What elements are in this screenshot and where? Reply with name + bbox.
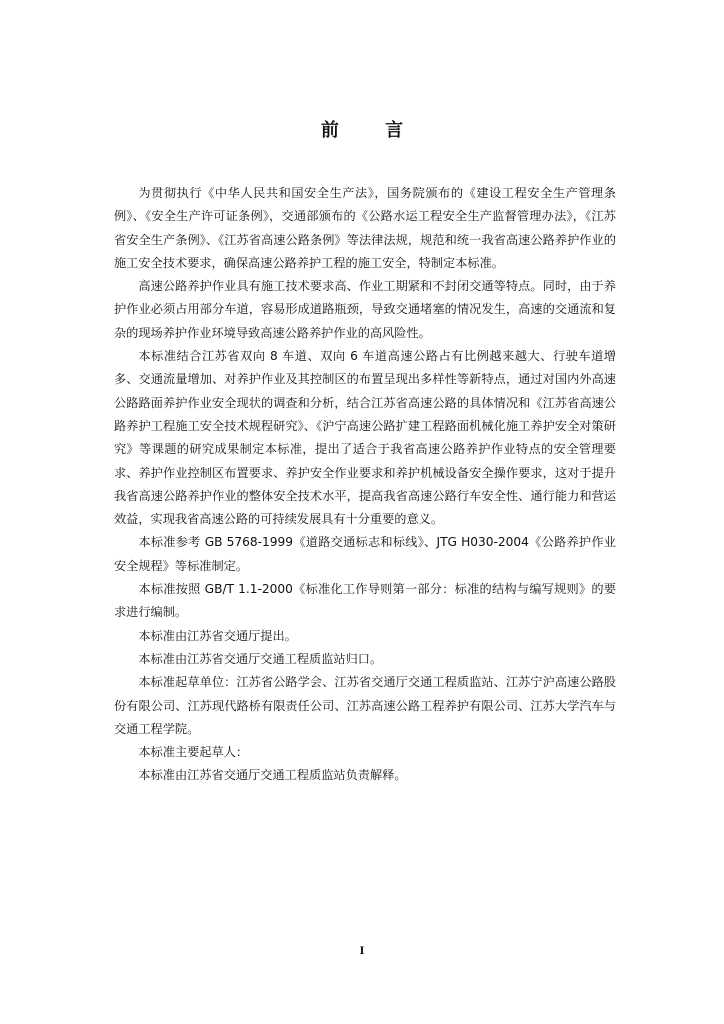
page-title: 前 言 — [320, 120, 424, 141]
paragraph-proposer: 本标准由江苏省交通厅提出。 — [138, 628, 297, 643]
page-number: I — [359, 946, 365, 957]
paragraph-main-drafters: 本标准主要起草人： — [138, 745, 249, 760]
paragraph-references: 本标准参考 GB 5768-1999《道路交通标志和标线》、JTG H030-2004《公路养护作业安全规程》等标准制定。 — [114, 535, 616, 573]
paragraph-drafting-units: 本标准起草单位：江苏省公路学会、江苏省交通厅交通工程质监站、江苏宁沪高速公路股份有限公司、江苏现代路桥有限责任公司、江苏高速公路工程养护有限公司、江苏大学汽车与交通工程学院。 — [114, 675, 616, 736]
paragraph-purpose: 为贯彻执行《中华人民共和国安全生产法》，国务院颁布的《建设工程安全生产管理条例》、《安全生产许可证条例》，交通部颁布的《公路水运工程安全生产监督管理办法》，《江苏省安全生产条例》、《江苏省高速公路条例》等法律法规，规范和统一我省高速公路养护作业的施工安全技术要求，确保高速公路养护工程的施工安全，特制定本标准。 — [114, 186, 616, 270]
paragraph-background: 本标准结合江苏省双向 8 车道、双向 6 车道高速公路占有比例越来越大、行驶车道增多、交通流量增加、对养护作业及其控制区的布置呈现出多样性等新特点，通过对国内外高速公路路面养护作业安全现状的调查和分析，结合江苏省高速公路的具体情况和《江苏省高速公路养护工程施工安全技术规程研究》、《沪宁高速公路扩建工程路面机械化施工养护安全对策研究》等课题的研究成果制定本标准，提出了适合于我省高速公路养护作业特点的安全管理要求、养护作业控制区布置要求、养护安全作业要求和养护机械设备安全操作要求，这对于提升我省高速公路养护作业的整体安全技术水平，提高我省高速公路行车安全性、通行能力和营运效益，实现我省高速公路的可持续发展具有十分重要的意义。 — [114, 349, 616, 527]
paragraph-administrator: 本标准由江苏省交通厅交通工程质监站归口。 — [138, 651, 383, 666]
preface-body — [114, 182, 616, 788]
paragraph-drafting-rules: 本标准按照 GB/T 1.1-2000《标准化工作导则第一部分：标准的结构与编写规则》的要求进行编制。 — [114, 582, 616, 620]
paragraph-characteristics: 高速公路养护作业具有施工技术要求高、作业工期紧和不封闭交通等特点。同时，由于养护作业必须占用部分车道，容易形成道路瓶颈，导致交通堵塞的情况发生，高速的交通流和复杂的现场养护作业环境导致高速公路养护作业的高风险性。 — [114, 279, 616, 340]
paragraph-interpretation: 本标准由江苏省交通厅交通工程质监站负责解释。 — [138, 768, 407, 783]
